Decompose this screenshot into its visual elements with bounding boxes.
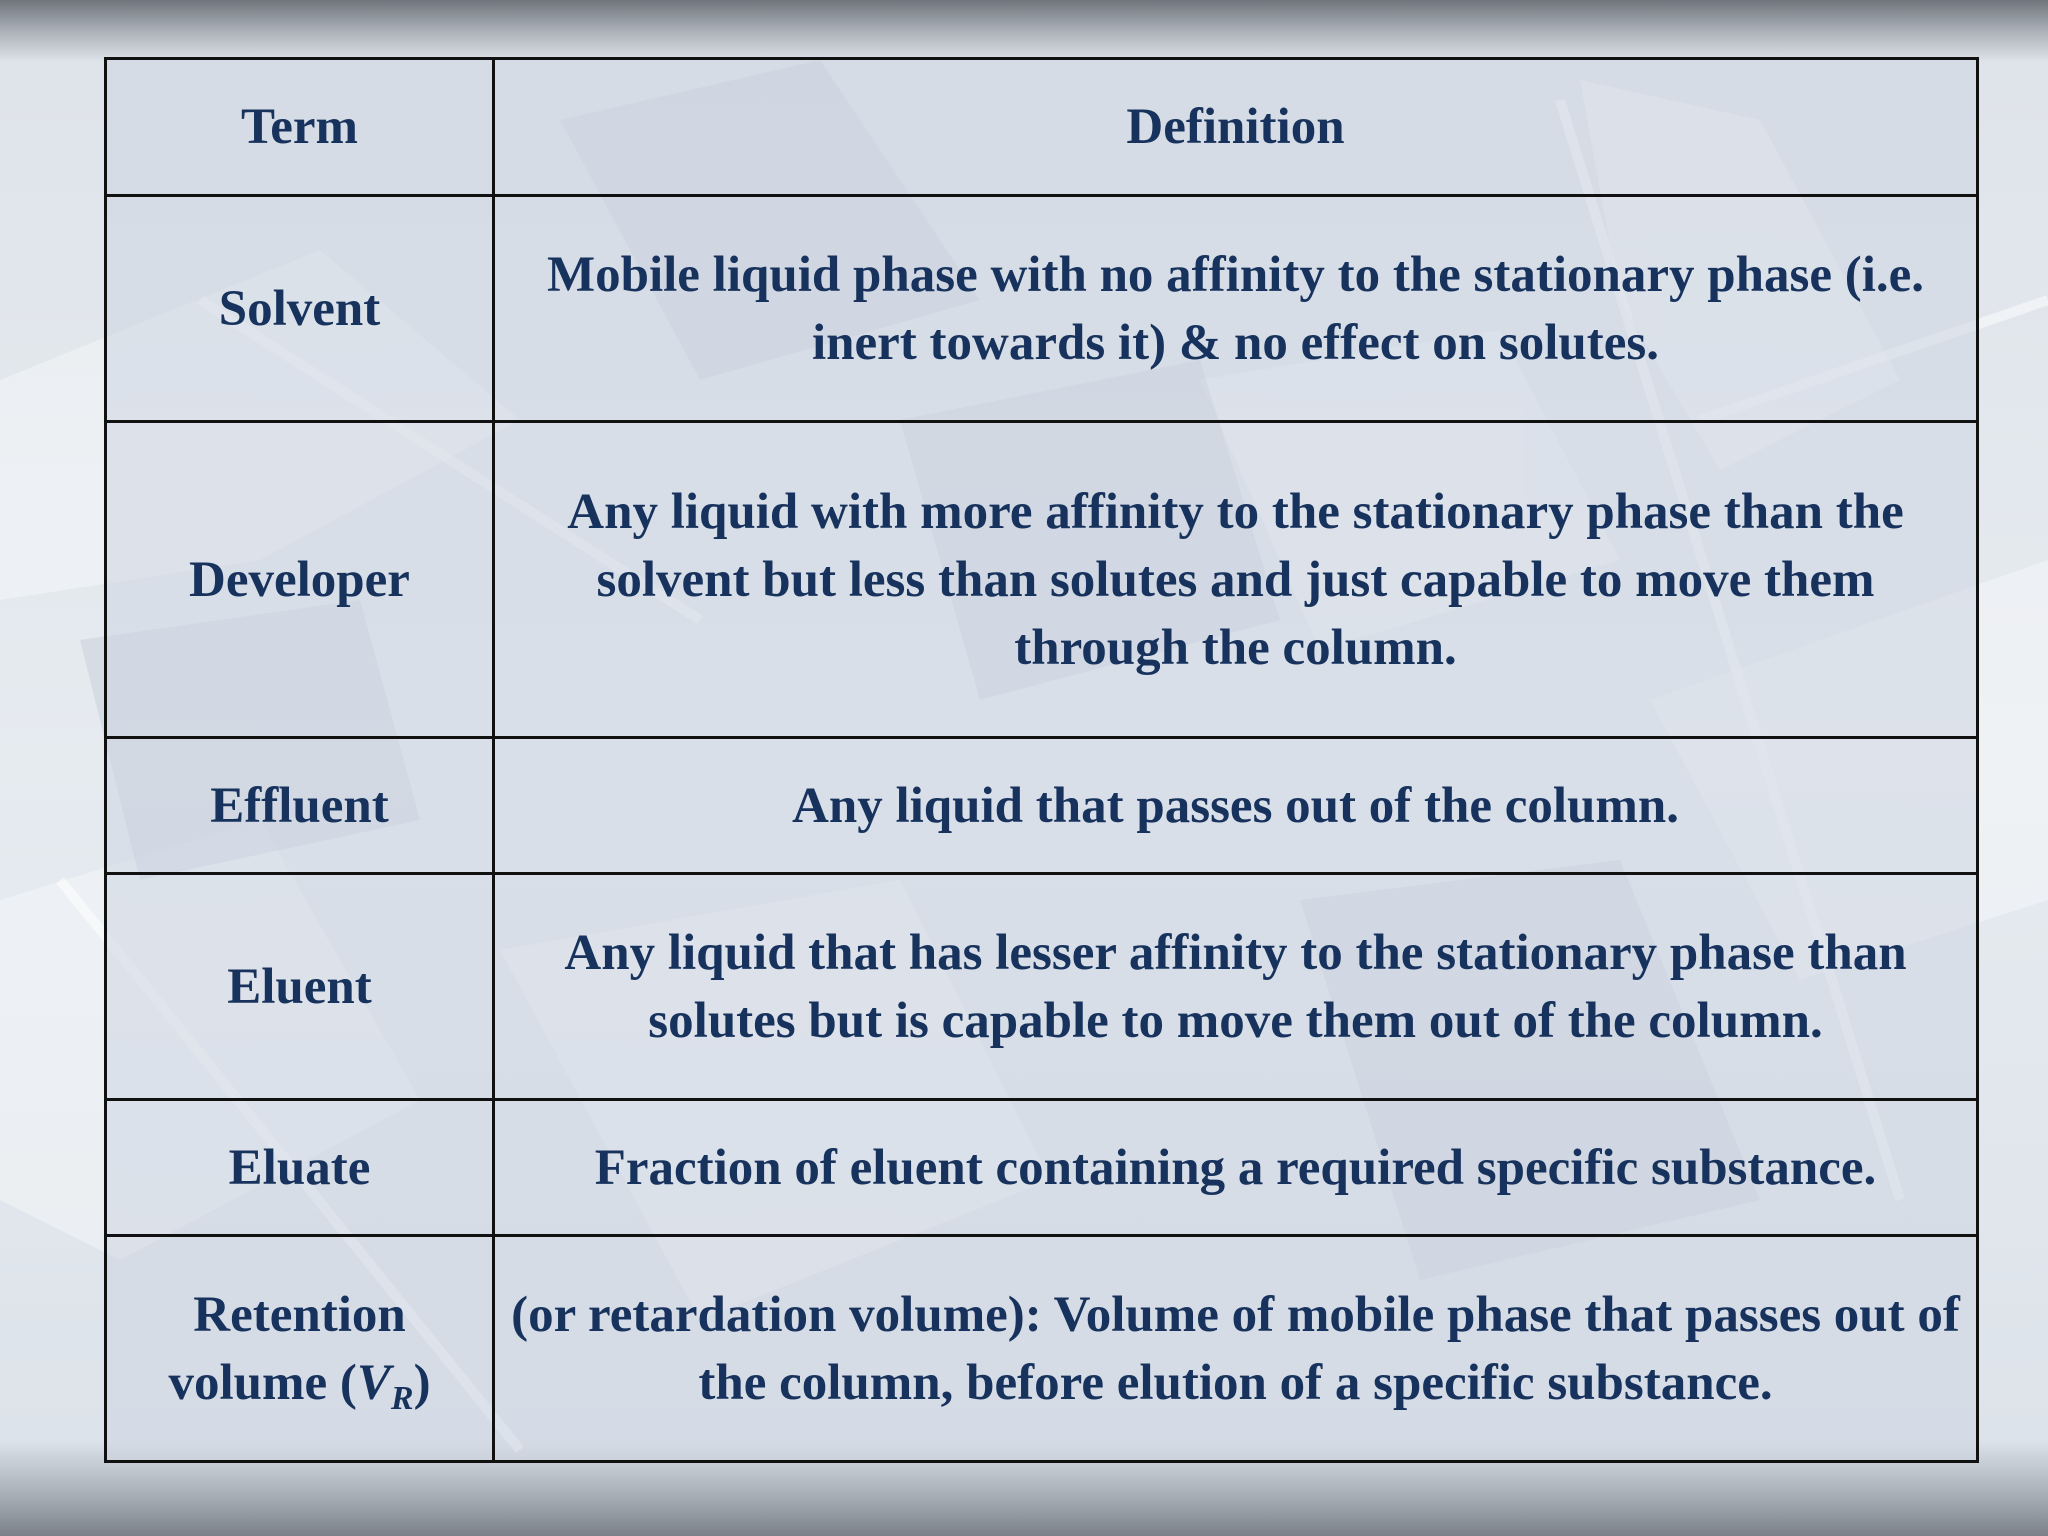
term-column-header: Term [106, 59, 494, 196]
table-row [106, 874, 1978, 1100]
term-cell-developer: Developer [106, 422, 494, 738]
table-row [106, 1236, 1978, 1462]
definition-cell-solvent: Mobile liquid phase with no affinity to the stationary phase (i.e. inert towards it) & no effect on solutes. [494, 196, 1978, 422]
term-cell-eluate: Eluate [106, 1100, 494, 1236]
definition-cell-eluent: Any liquid that has lesser affinity to the stationary phase than solutes but is capable to move them out of the column. [494, 874, 1978, 1100]
definitions-table [104, 57, 1979, 1463]
term-cell-eluent: Eluent [106, 874, 494, 1100]
symbol-close-paren: ) [413, 1354, 431, 1411]
table-row [106, 422, 1978, 738]
table-row [106, 196, 1978, 422]
table-row [106, 1100, 1978, 1236]
definition-cell-retention-volume: (or retardation volume): Volume of mobile phase that passes out of the column, before elution of a specific substance. [494, 1236, 1978, 1462]
definition-cell-developer: Any liquid with more affinity to the stationary phase than the solvent but less than solutes and just capable to move them through the column. [494, 422, 1978, 738]
definition-cell-effluent: Any liquid that passes out of the column. [494, 738, 1978, 874]
symbol-variable [356, 1354, 414, 1417]
term-cell-retention-volume [106, 1236, 494, 1462]
symbol-main-letter: V [356, 1354, 391, 1411]
symbol-open-paren: ( [339, 1354, 357, 1411]
table-row [106, 738, 1978, 874]
definition-cell-eluate: Fraction of eluent containing a required specific substance. [494, 1100, 1978, 1236]
retention-volume-symbol [339, 1354, 431, 1417]
symbol-subscript: R [390, 1379, 414, 1417]
definition-column-header: Definition [494, 59, 1978, 196]
term-cell-solvent: Solvent [106, 196, 494, 422]
term-cell-effluent: Effluent [106, 738, 494, 874]
table-header-row [106, 59, 1978, 196]
term-retention-volume-text: Retention volume [168, 1286, 406, 1411]
